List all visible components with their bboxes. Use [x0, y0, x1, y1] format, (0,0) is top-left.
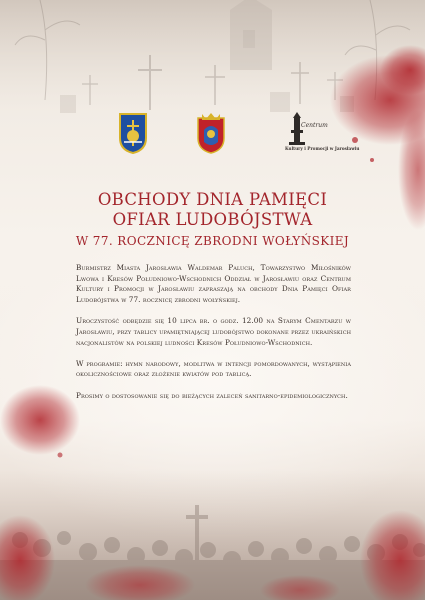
heading-subtitle: W 77. ROCZNICĘ ZBRODNI WOŁYŃSKIEJ — [75, 234, 350, 248]
centrum-kultury-logo-icon — [285, 112, 360, 158]
paragraph-sanitary-notice: Prosimy o dostosowanie się do bieżących zaleceń sanitarno-epidemiologicznych. — [76, 390, 348, 400]
heading-line-2: OFIAR LUDOBÓJSTWA — [112, 210, 313, 229]
paragraph-invitation: Burmistrz Miasta Jarosławia Waldemar Paluch, Towarzystwo Miłośników Lwowa i Kresów Południowo-Wschodnich Oddział w Jarosławiu oraz Centrum Kultury i Promocji w Jarosławiu zapraszają na obchody Dnia Pamięci Ofiar Ludobójstwa w 77. rocznicę zbrodni wołyńskiej. — [76, 263, 351, 305]
lwow-society-crest-icon — [196, 112, 226, 154]
centrum-logo-text: Centrum — [301, 122, 328, 129]
jaroslaw-coat-of-arms-icon — [118, 112, 148, 154]
partner-logos — [0, 112, 425, 162]
invitation-body — [76, 263, 351, 412]
poster-heading — [0, 190, 425, 250]
heading-line-1: OBCHODY DNIA PAMIĘCI — [97, 190, 328, 209]
paragraph-ceremony-details: Uroczystość odbędzie się 10 lipca br. o godz. 12.00 na Starym Cmentarzu w Jarosławiu, przy tablicy upamiętniającej ludobójstwo dokonane przez ukraińskich nacjonalistów na polskiej ludności Kresów Południowo-Wschodnich. — [76, 316, 351, 347]
centrum-logo-subtext: Kultury i Promocji w Jarosławiu — [285, 146, 360, 151]
paragraph-program: W programie: hymn narodowy, modlitwa w intencji pomordowanych, wystąpienia okolicznościowe oraz złożenie kwiatów pod tablicą. — [76, 358, 351, 379]
